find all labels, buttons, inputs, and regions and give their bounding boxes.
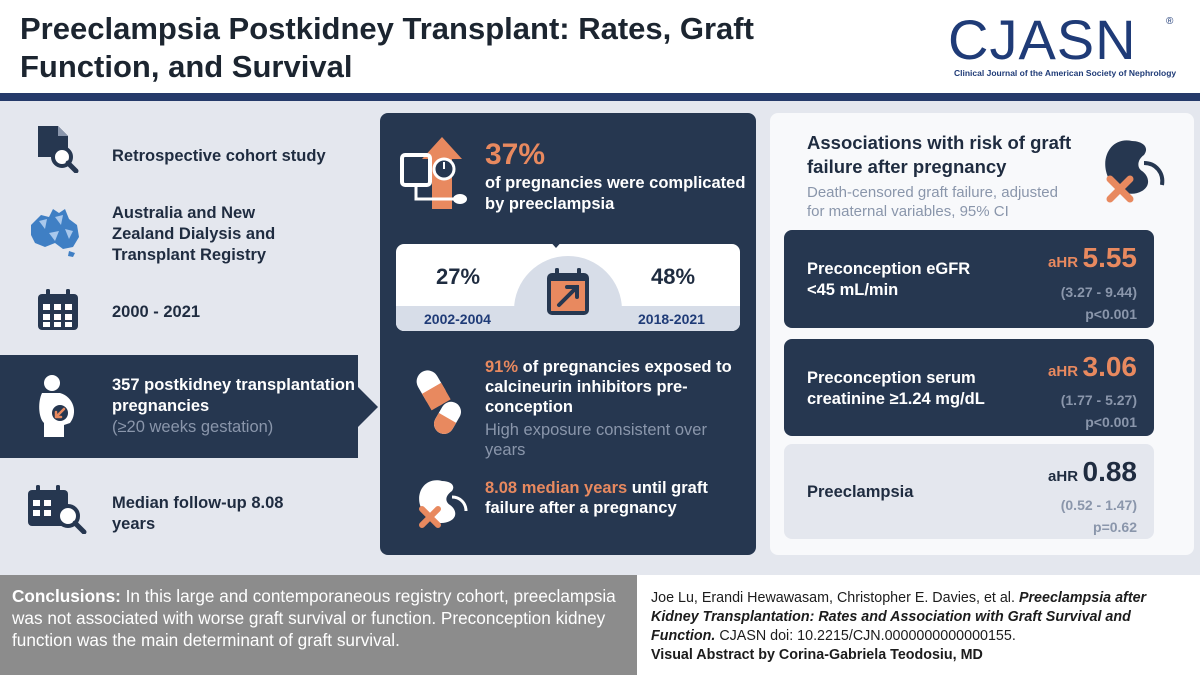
risk-factor-label: Preconception serum creatinine ≥1.24 mg/dL [807,369,985,408]
period-comparison [396,244,740,331]
calcineurin-percentage: 91% [485,358,519,376]
calcineurin-exposure [485,357,745,417]
citation-title: Preeclampsia after Kidney Transplantation: Rates and Association with Graft Survival and Function. [651,590,1147,644]
period2-years: 2018-2021 [638,311,705,327]
p-value: p<0.001 [1085,306,1137,322]
header [0,0,1200,93]
citation [651,589,1191,665]
ahr-value [1048,351,1137,383]
ahr-label: aHR [1048,468,1079,485]
confidence-interval [1061,281,1137,325]
risk-panel-title: Associations with risk of graft failure after pregnancy [807,132,1072,177]
study-type: Retrospective cohort study [112,147,326,165]
risk-row [784,339,1154,436]
logo-subtitle: Clinical Journal of the American Society of Nephrology [954,68,1177,78]
kidney-failure-icon [412,475,474,533]
ahr-value [1048,456,1137,488]
period1-percentage: 27% [436,264,481,289]
header-divider [0,93,1200,101]
blood-pressure-icon [398,133,478,213]
citation-panel [637,575,1200,675]
main-panel [0,101,1200,575]
cohort-label: postkidney transplantation pregnancies [112,376,355,415]
risk-panel-subtitle: Death-censored graft failure, adjusted for maternal variables, 95% CI [807,184,1058,220]
period2-percentage: 48% [651,264,696,289]
confidence-interval [1061,389,1137,433]
ahr-label: aHR [1048,254,1079,271]
period1-years: 2002-2004 [424,311,491,327]
cohort-description [112,375,358,438]
risk-row [784,444,1154,539]
preeclampsia-percentage: 37% [485,138,546,171]
citation-authors: Joe Lu, Erandi Hewawasam, Christopher E. Davies, et al. [651,590,1015,606]
ci-range: (0.52 - 1.47) [1060,497,1137,513]
risk-factor-label: Preeclampsia [807,483,914,501]
pills-icon [412,365,470,437]
risk-factor-label: Preconception eGFR <45 mL/min [807,260,971,299]
ahr-number: 0.88 [1082,456,1137,487]
cohort-criteria: (≥20 weeks gestation) [112,418,274,436]
median-followup: Median follow-up 8.08 years [112,494,284,533]
conclusions-panel [0,575,637,675]
median-years-description: until graft failure after a pregnancy [485,479,708,517]
visual-abstract-credit: Visual Abstract by Corina-Gabriela Teodosiu, MD [651,647,983,663]
calendar-search-icon [26,484,88,534]
logo-registered-mark: ® [1166,16,1174,27]
calendar-icon [36,288,80,332]
calcineurin-note: High exposure consistent over years [485,421,707,459]
study-years: 2000 - 2021 [112,303,201,321]
graft-failure-median [485,478,740,518]
ahr-number: 3.06 [1082,351,1137,382]
calcineurin-description: of pregnancies exposed to calcineurin inhibitors pre-conception [485,358,732,416]
p-value: p=0.62 [1093,519,1137,535]
kidney-failure-icon [1098,135,1170,215]
comparison-notch [540,230,572,248]
p-value: p<0.001 [1085,414,1137,430]
pregnancy-icon [30,373,84,439]
confidence-interval [1061,494,1137,538]
graft-failure-risk-panel [770,113,1194,555]
ahr-value [1048,242,1137,274]
ci-range: (3.27 - 9.44) [1060,284,1137,300]
preeclampsia-description: of pregnancies were complicated by preeclampsia [485,174,746,213]
page-title: Preeclampsia Postkidney Transplant: Rates, Graft Function, and Survival [20,11,754,84]
risk-row [784,230,1154,328]
ahr-number: 5.55 [1082,242,1137,273]
calendar-trend-up-icon [545,267,591,317]
ci-range: (1.77 - 5.27) [1060,392,1137,408]
citation-doi: CJASN doi: 10.2215/CJN.0000000000000155. [719,628,1016,644]
australia-map-icon [25,203,85,259]
cohort-count: 357 [112,376,140,394]
median-years: 8.08 median years [485,479,628,497]
document-search-icon [30,123,80,173]
conclusions [12,585,630,651]
conclusions-text: In this large and contemporaneous registry cohort, preeclampsia was not associated with worse graft survival or function. Preconception kidney function was the main determinant of graft survival. [12,586,616,650]
preeclampsia-rates-panel [380,113,756,555]
cohort-callout-pointer [358,387,378,427]
journal-logo [948,10,1183,88]
cohort-callout [0,355,358,458]
conclusions-heading: Conclusions: [12,586,121,606]
logo-text: CJASN [948,8,1137,71]
registry-name: Australia and New Zealand Dialysis and Transplant Registry [112,204,276,264]
ahr-label: aHR [1048,363,1079,380]
